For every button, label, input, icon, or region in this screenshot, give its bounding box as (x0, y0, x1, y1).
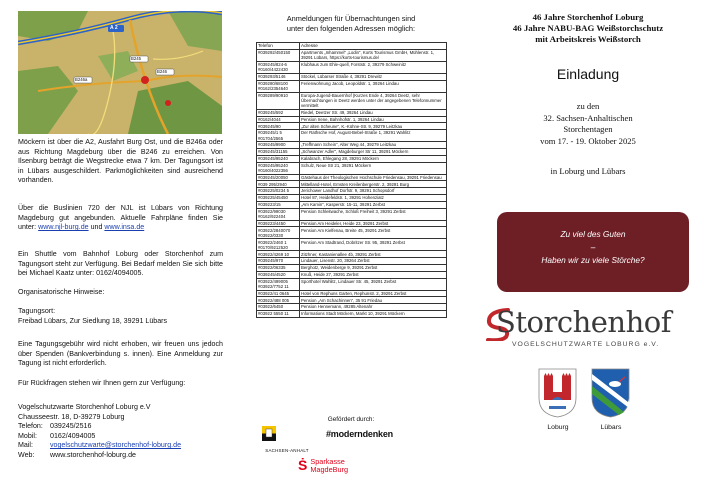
road-label-b246a: B246a (75, 77, 88, 82)
row-address: „Zur alten Scheune“, K.-Kühne-Str. 9, 39279 Leitzkau (300, 123, 447, 130)
insa-link[interactable]: www.insa.de (104, 223, 145, 232)
directions-bus-paragraph (18, 204, 223, 233)
contact-org: Vogelschutzwarte Storchenhof Loburg e.V (18, 403, 151, 411)
row-phone: #03922/488 005 (257, 297, 300, 304)
row-phone: #039245/95240 #0160/4022356 (257, 162, 300, 174)
table-row (257, 142, 447, 149)
contact-row-web: Web: www.storchenhof-loburg.de (18, 451, 223, 461)
venue-value: Freibad Lübars, Zur Siedlung 18, 39291 Lübars (18, 317, 168, 325)
sachsen-anhalt-flag-icon (262, 426, 276, 441)
road-label-b246: B246 (157, 69, 168, 74)
row-phone: #03922/4269 10 (257, 251, 300, 258)
row-address: Pension Am Stadtrand, Dobritzer Str. 95, 39291 Zerbst (300, 239, 447, 251)
row-address: Sporthotel Wahlitz, Lindauer Str. 45, 39291 Zerbst (300, 278, 447, 290)
row-phone: #039245/95240 (257, 155, 300, 162)
row-phone: #039245/90 (257, 123, 300, 130)
table-row (257, 304, 447, 311)
row-phone: #039289/90910 (257, 92, 300, 109)
row-address: Jerichower Landhof Dorfstr. 9, 39291 Schopsdorf (300, 188, 447, 195)
table-row (257, 208, 447, 220)
table-row (257, 194, 447, 201)
table-row (257, 92, 447, 109)
row-phone: #039225/45450 (257, 194, 300, 201)
sparkasse-s-icon: Ṡ (298, 457, 308, 473)
table-row (257, 109, 447, 116)
anniversary-header: 46 Jahre Storchenhof Loburg 46 Jahre NABU-BAG Weißstorchschutz mit Arbeitskreis Weißstorch (512, 12, 664, 44)
table-row (257, 123, 447, 130)
row-phone: #03922 5550 11 (257, 310, 300, 317)
row-address: Apartments „Inhammel“ „Lodin“, Korts Tourismus GmbH, Mühlenstr. 1, 39291 Lübars, https://korts-tourismus.de/ (300, 49, 447, 61)
row-address: Knuß, Heide 27, 39291 Zerbst (300, 271, 447, 278)
row-phone: #039245/970 (257, 258, 300, 265)
row-phone: #039293/5146 (257, 73, 300, 80)
header-phone: Telefon (257, 43, 300, 50)
motto-box: Zu viel des Guten – Haben wir zu viele Störche? (497, 212, 689, 292)
row-phone: #03922/2840070 #03922/0330 (257, 227, 300, 239)
row-address: Pension „Am Schachinnen“, 35 91 Friedau (300, 297, 447, 304)
brand-tagline: VOGELSCHUTZWARTE LOBURG e.V. (512, 341, 660, 348)
row-address: Hotel 87, Heidefeldstr. 1, 39291 Hohenziatz (300, 194, 447, 201)
row-address: Riedel, Deetzer Str. 49, 39264 Lindau (300, 109, 447, 116)
contact-row-mail: Mail: vogelschutzwarte@storchenhof-loburg.de (18, 441, 223, 451)
table-row (257, 116, 447, 123)
table-row (257, 61, 447, 73)
table-row (257, 310, 447, 317)
table-row (257, 258, 447, 265)
row-address: Stöckel, Lübarser Straße 4, 39291 Drewitz (300, 73, 447, 80)
venue-label: Tagungsort: (18, 307, 56, 315)
row-phone: #039245/20050 (257, 174, 300, 181)
row-address: „Schwanzer Adler“, Magdeburger Str 11, 39291 Möckern (300, 148, 447, 155)
contact-block (18, 403, 223, 461)
contact-row-phone: Telefon: 039245/2516 (18, 422, 92, 431)
road-label-a2: A 2 (110, 25, 118, 31)
row-address: „Treffmann Schein“, Alter Weg 44, 39279 Leitzkau (300, 142, 447, 149)
directions-car-paragraph: Möckern ist über die A2, Ausfahrt Burg Ost, und die B246a oder aus Richtung Magdeburg über die B246 zu erreichen. Von Ilsenburg beträgt die Wegstrecke etwa 7 km. Der Tagungsort ist in Lübars ausgeschildert. Parkmöglichkeiten sind ausreichend vorhanden. (18, 138, 223, 185)
table-row (257, 148, 447, 155)
event-place: in Loburg und Lübars (550, 166, 626, 176)
njl-link[interactable]: www.njl-burg.de (38, 223, 89, 232)
contact-street: Chausseestr. 18, D-39279 Loburg (18, 412, 125, 421)
row-address: Informations Stadt Möckern, Markt 10, 39291 Möckern (300, 310, 447, 317)
row-address: Berghotz, Weidenberge 9, 39291 Zerbst (300, 264, 447, 271)
row-phone: #03922/2460 1 #0170/9212520 (257, 239, 300, 251)
fee-paragraph: Eine Tagungsgebühr wird nicht erhoben, wir freuen uns jedoch über Spenden (Bankverbindung s. innen). Eine Anmeldung zur Tagung ist nicht erforderlich. (18, 340, 223, 368)
row-address: Kalabrach, Ehlegang 28, 39291 Möckern (300, 155, 447, 162)
questions-line: Für Rückfragen stehen wir Ihnen gern zur Verfügung: (18, 379, 186, 387)
row-address: Pension Schleitwache, Schloß Freiheit 3, 39291 Zerbst (300, 208, 447, 220)
sponsor-heading: Gefördert durch: (327, 416, 375, 423)
row-address: Gästehaus der Theologischen Hochschule Friedensau, 39291 Friedensau (300, 174, 447, 181)
row-address: „Am Kamin“, Kasperstr. 15-11, 39291 Zerbst (300, 201, 447, 208)
directions-map (18, 11, 222, 134)
row-phone: #039245/592 (257, 109, 300, 116)
table-row (257, 278, 447, 290)
row-address: Ferienwohnung Jacob, Leopoldstr. 1, 39264 Lindau (300, 80, 447, 92)
row-phone: #03922/41 0645 (257, 290, 300, 297)
accommodation-table (256, 42, 447, 318)
header-address: Adresse (300, 43, 447, 50)
web-address[interactable]: www.storchenhof-loburg.de (50, 450, 136, 459)
table-row (257, 188, 447, 195)
table-row (257, 201, 447, 208)
row-phone: #03922/6450 (257, 304, 300, 311)
row-address: Lindauer, Lisenstr. 20, 39264 Zerbst (300, 258, 447, 265)
table-row (257, 155, 447, 162)
invitation-title: Einladung (556, 66, 620, 82)
sparkasse-logo: Ṡ Sparkasse MagdeBurg (298, 457, 349, 474)
row-phone: #039223/4450 (257, 220, 300, 227)
row-phone: #039292/450150 (257, 49, 300, 61)
row-phone: #039245/9900 (257, 142, 300, 149)
row-address: Klubhaus zum Ehle-quell, Forststr. 2, 39279 Schweinitz (300, 61, 447, 73)
table-row (257, 162, 447, 174)
shuttle-paragraph: Ein Shuttle vom Bahnhof Loburg oder Storchenhof zum Tagungsort steht zur Verfügung. Bei Bedarf melden Sie sich bitte bei Michael Kaatz unter: 0162/4094005. (18, 250, 223, 278)
row-address: Pension Hennemann, 49285 Altenahr (300, 304, 447, 311)
row-phone: #039245/4520 (257, 271, 300, 278)
row-phone: #039245/1 5 #01704/2565 (257, 130, 300, 142)
and-text: und (90, 223, 103, 232)
row-phone: #039280/68100 #0162/2354640 (257, 80, 300, 92)
table-header-row (257, 43, 447, 50)
sachsen-anhalt-logo: SACHSEN-ANHALT (262, 426, 312, 452)
storchenhof-logo (482, 305, 692, 353)
brand-name: Storchenhof (496, 305, 671, 339)
row-address: Pension Irene, Bahnhofstr. 1, 39264 Lindau (300, 116, 447, 123)
row-address: Schulz, Neue Str 21, 39291 Möckern (300, 162, 447, 174)
table-row (257, 251, 447, 258)
road-label-b245: B245 (131, 56, 142, 61)
row-address: Pension Am Heideler, Heide 23, 39291 Zerbst (300, 220, 447, 227)
row-address: Hotel von Rephuns Garten, Rephunstr. 2, 39291 Zerbst (300, 290, 447, 297)
table-row (257, 290, 447, 297)
row-phone: #039223/15 (257, 201, 300, 208)
row-address: Zitzhner, Kastanienallee 4b, 39291 Zerbst (300, 251, 447, 258)
row-address: Pension Am Kielfenau, Breite 45, 39291 Zerbst (300, 227, 447, 239)
row-phone: #039245/31155 (257, 148, 300, 155)
event-subtitle: zu den 32. Sachsen-Anhaltischen Storchentagen vom 17. - 19. Oktober 2025 (540, 101, 636, 146)
row-phone: #03922/99030 #0162/922404 (257, 208, 300, 220)
contact-row-mobile: Mobil: 0162/4094005 (18, 431, 96, 440)
table-row (257, 297, 447, 304)
row-address: Mittelland-Hotel, Ernsten Kreilenbergerstr. 2, 39291 Burg (300, 181, 447, 188)
accommodation-title: Anmeldungen für Übernachtungen sind unter den folgenden Adressen möglich: (286, 14, 416, 33)
moderndenken-logo: #moderndenken (326, 429, 393, 439)
row-phone: #03922/06335 (257, 264, 300, 271)
table-row (257, 174, 447, 181)
table-row (257, 271, 447, 278)
bus-text: Über die Buslinien 720 der NJL ist Lübars von Richtung Magdeburg gut angebunden. Aktuelle Fahrpläne finden Sie unter: (18, 204, 223, 232)
table-row (257, 220, 447, 227)
org-heading: Organisatorische Hinweise: (18, 288, 105, 296)
table-row (257, 73, 447, 80)
row-phone: #0162/4044 (257, 116, 300, 123)
table-row (257, 239, 447, 251)
row-address: Der Rathsche Hof, August-Bebel-Straße 1, 39291 Wahlitz (300, 130, 447, 142)
loburg-crest-icon (538, 368, 577, 418)
table-row (257, 181, 447, 188)
crest-loburg-label: Loburg (547, 424, 569, 431)
table-row (257, 49, 447, 61)
table-row (257, 130, 447, 142)
row-phone: #03922/499005 #03922/7752 11 (257, 278, 300, 290)
crest-luebars-label: Lübars (600, 424, 622, 431)
table-row (257, 264, 447, 271)
row-phone: #039 295/2940 (257, 181, 300, 188)
row-phone: #039245/824-6 #0160/4422430 (257, 61, 300, 73)
table-row (257, 80, 447, 92)
mail-link[interactable]: vogelschutzwarte@storchenhof-loburg.de (50, 441, 182, 450)
row-address: Europa-Jugend-Bauernhof (Kurzes Ende 4, 39264 Deetz, sehr Übernachtungen in Deetz werden unter der angegebenen Telefonnummer vermittelt (300, 92, 447, 109)
table-row (257, 227, 447, 239)
row-phone: #039225/0234 5 (257, 188, 300, 195)
luebars-crest-icon (591, 368, 630, 418)
